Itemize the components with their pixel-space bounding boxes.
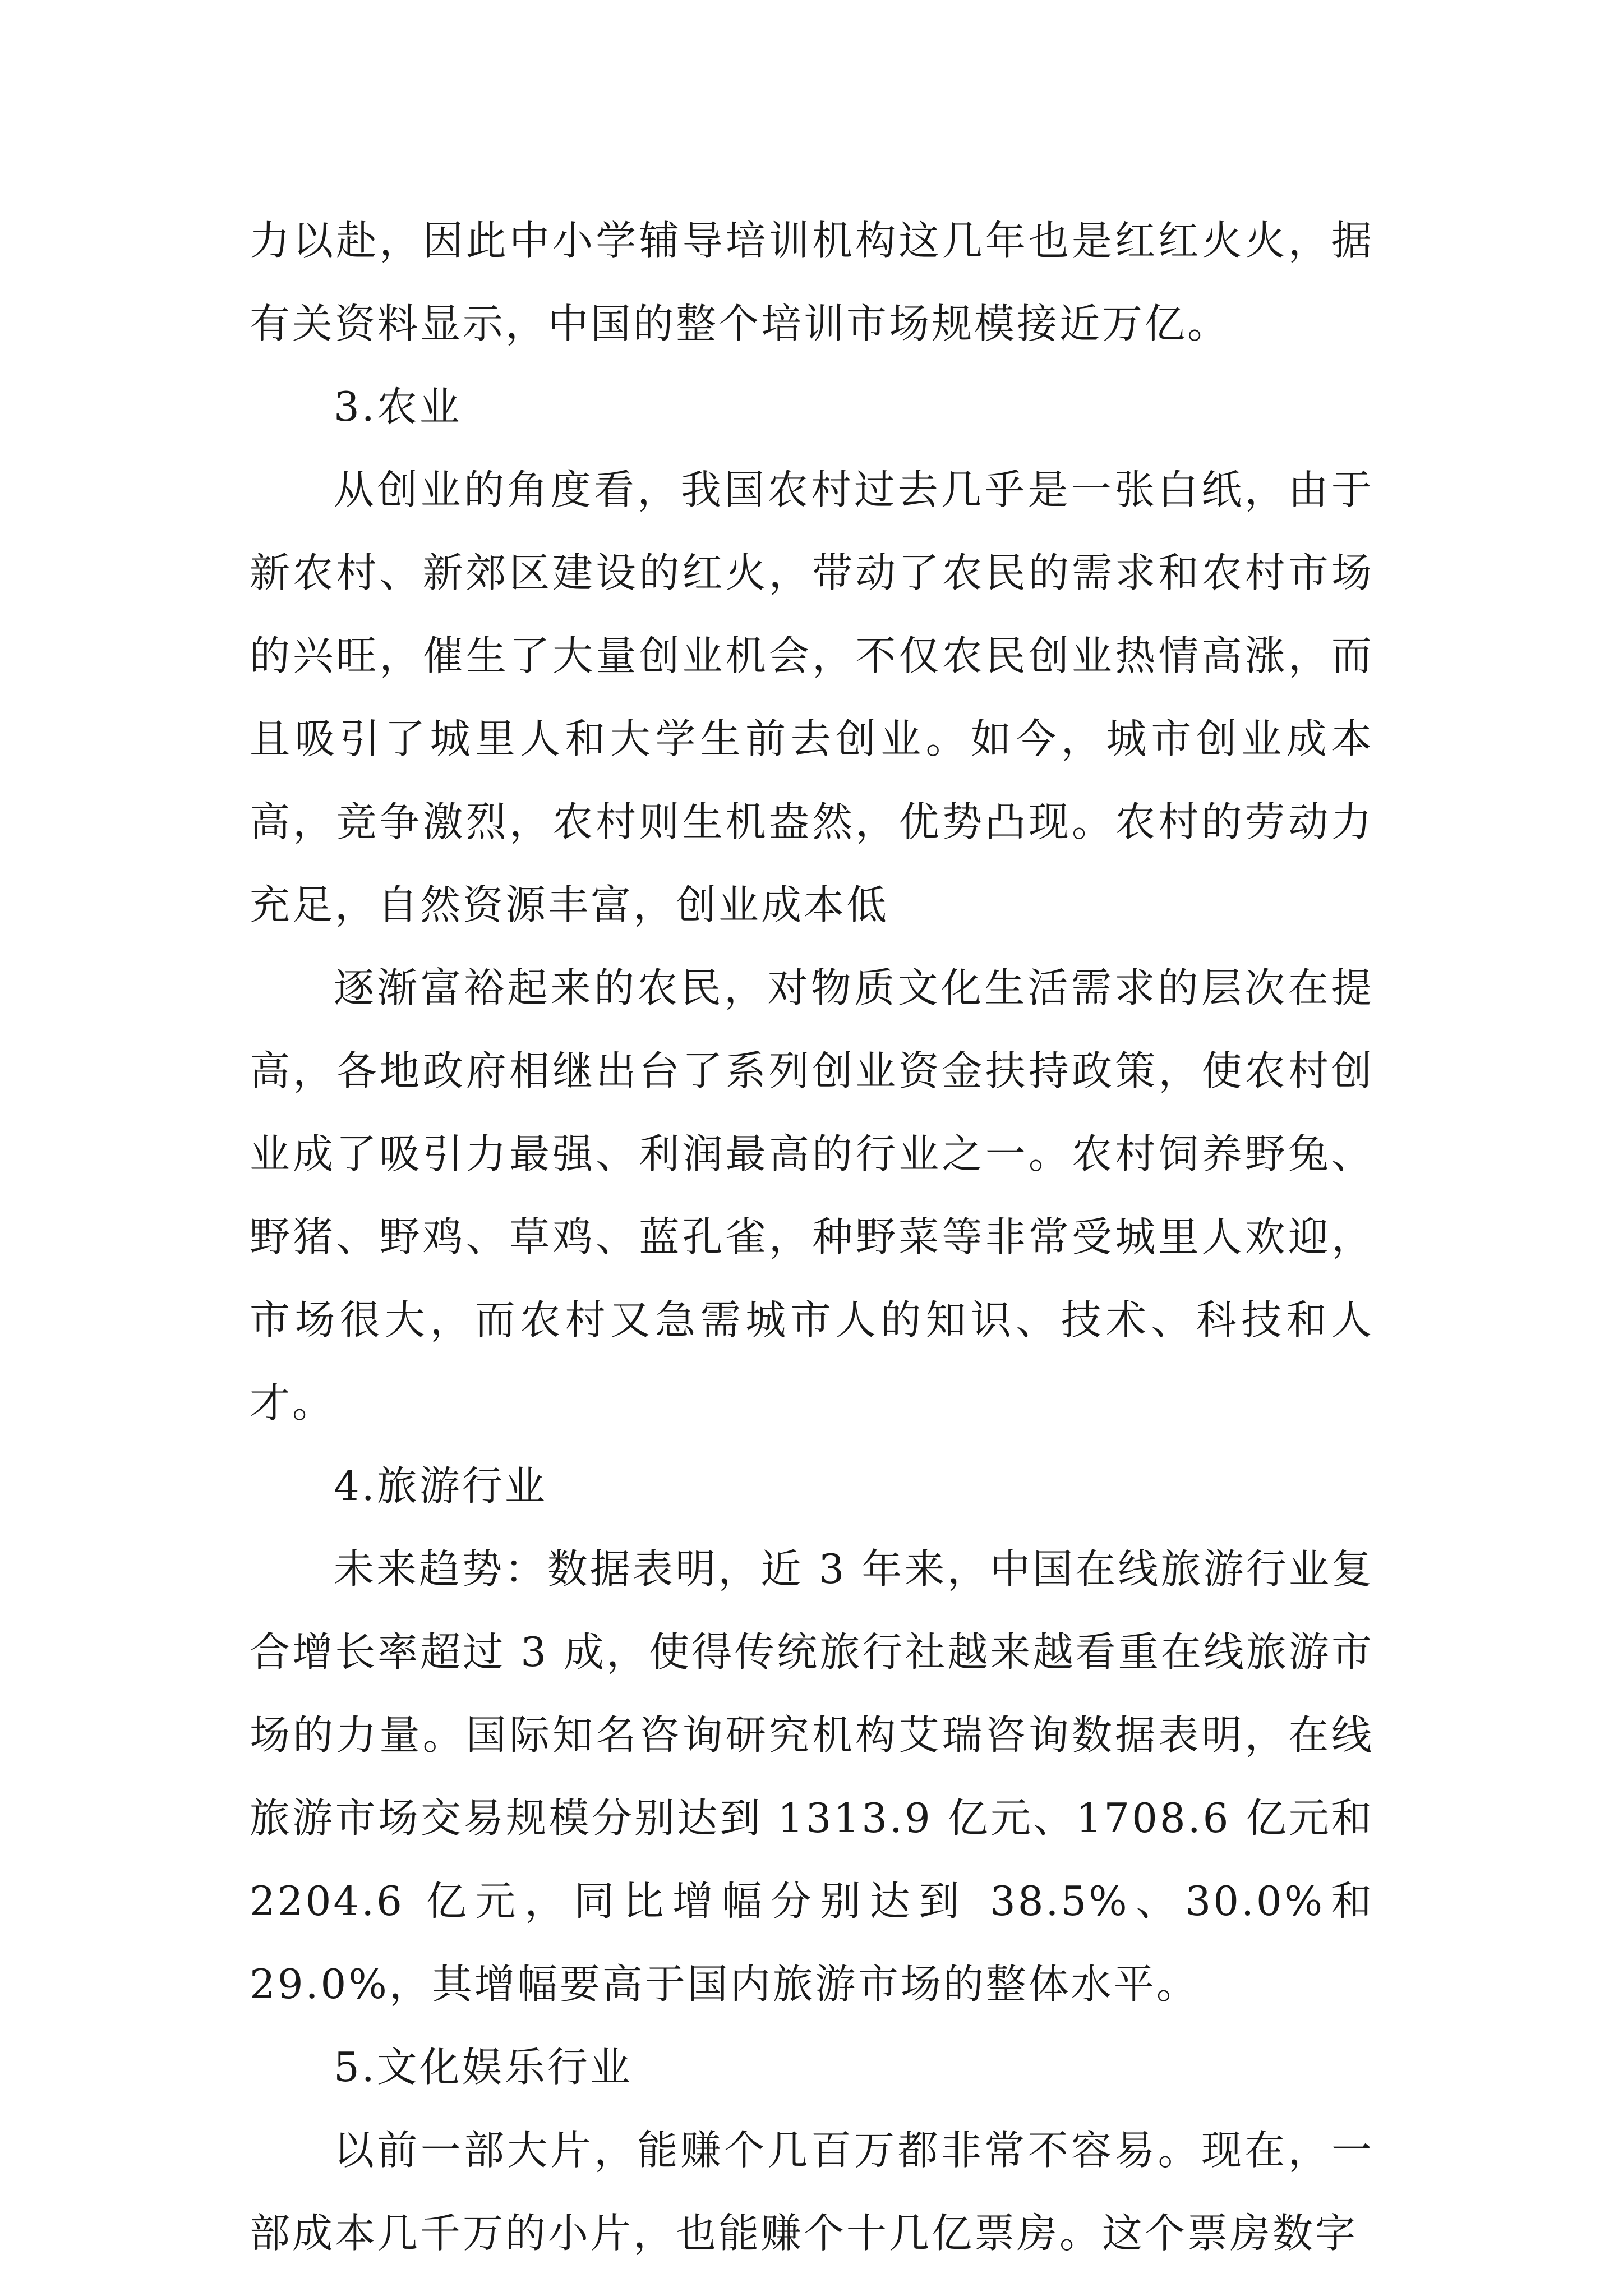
- paragraph-tourism: 未来趋势：数据表明，近 3 年来，中国在线旅游行业复合增长率超过 3 成，使得传统旅行社越来越看重在线旅游市场的力量。国际知名咨询研究机构艾瑞咨询数据表明，在线旅游市场交易规模分别达到 1313.9 亿元、1708.6 亿元和 2204.6 亿元，同比增幅分别达到 38.5%、30.0%和 29.0%，其增幅要高于国内旅游市场的整体水平。: [250, 1545, 1374, 2008]
- document-body: [250, 199, 1374, 2275]
- section-heading-entertainment: 5.文化娱乐行业: [334, 2044, 633, 2091]
- section-heading-tourism: 4.旅游行业: [334, 1462, 547, 1510]
- section-heading-agriculture: 3.农业: [334, 383, 462, 430]
- paragraph-agriculture-1: 从创业的角度看，我国农村过去几乎是一张白纸，由于新农村、新郊区建设的红火，带动了农民的需求和农村市场的兴旺，催生了大量创业机会，不仅农民创业热情高涨，而且吸引了城里人和大学生前去创业。如今，城市创业成本高，竞争激烈，农村则生机盎然，优势凸现。农村的劳动力充足，自然资源丰富，创业成本低: [250, 466, 1374, 928]
- paragraph-entertainment: 以前一部大片，能赚个几百万都非常不容易。现在，一部成本几千万的小片，也能赚个十几亿票房。这个票房数字: [250, 2127, 1374, 2257]
- paragraph-agriculture-2: 逐渐富裕起来的农民，对物质文化生活需求的层次在提高，各地政府相继出台了系列创业资金扶持政策，使农村创业成了吸引力最强、利润最高的行业之一。农村饲养野兔、野猪、野鸡、草鸡、蓝孔雀，种野菜等非常受城里人欢迎，市场很大，而农村又急需城市人的知识、技术、科技和人才。: [250, 964, 1374, 1427]
- paragraph-continuation: 力以赴，因此中小学辅导培训机构这几年也是红红火火，据有关资料显示，中国的整个培训市场规模接近万亿。: [250, 217, 1374, 347]
